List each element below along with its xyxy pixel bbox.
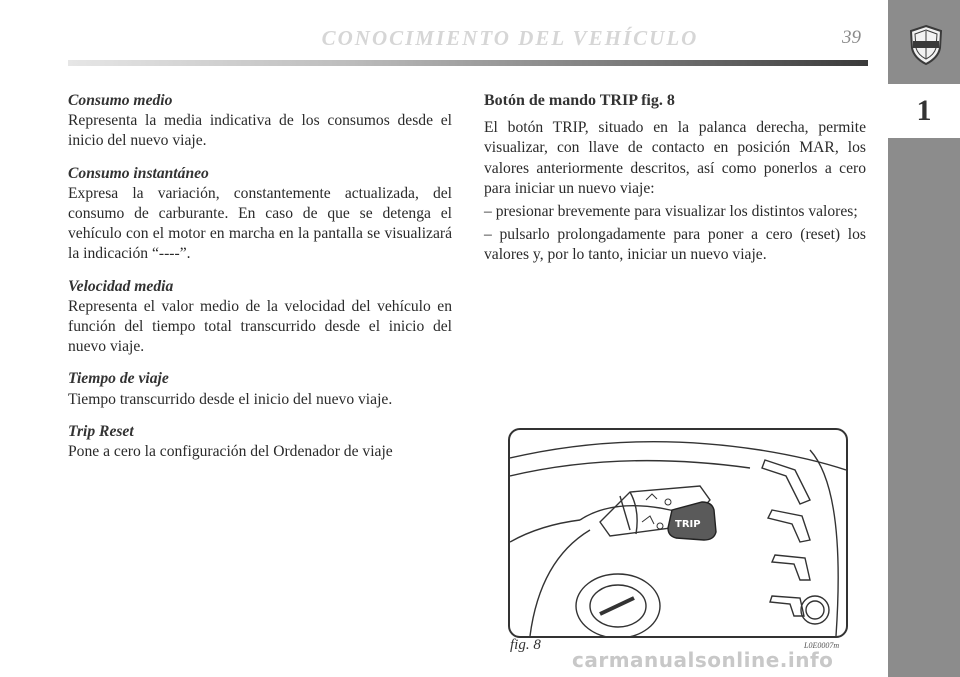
- lancia-logo-icon: [908, 24, 944, 66]
- section-body: Representa el valor medio de la velocidad del vehículo en función del tiempo total transcurrido desde el inicio del nuevo viaje.: [68, 297, 452, 356]
- paragraph: – pulsarlo prolongadamente para poner a cero (reset) los valores y, por lo tanto, iniciar un nuevo viaje.: [484, 226, 866, 264]
- section-heading: Trip Reset: [68, 422, 134, 440]
- chapter-title: CONOCIMIENTO DEL VEHÍCULO: [321, 26, 699, 50]
- chapter-sidebar: [888, 0, 960, 677]
- section-heading: Consumo medio: [68, 92, 173, 109]
- trip-button-heading: Botón de mando TRIP fig. 8: [484, 92, 675, 109]
- right-column: [484, 91, 866, 269]
- paragraph: – presionar brevemente para visualizar los distintos valores;: [484, 203, 858, 221]
- section-body: Tiempo transcurrido desde el inicio del nuevo viaje.: [68, 390, 393, 408]
- steering-column-drawing: [510, 430, 846, 636]
- chapter-number: 1: [916, 94, 932, 127]
- section-heading: Consumo instantáneo: [68, 164, 209, 182]
- trip-button-label: TRIP: [675, 519, 701, 530]
- trip-lever-illustration: [508, 428, 848, 638]
- header-rule: [68, 60, 868, 66]
- figure-code: L0E0007m: [804, 641, 840, 650]
- paragraph: El botón TRIP, situado en la palanca derecha, permite visualizar, con llave de contacto en posición MAR, los valores anteriormente descritos, así como ponerlos a cero para iniciar un nuevo viaje:: [484, 119, 866, 197]
- section-body: Representa la media indicativa de los consumos desde el inicio del nuevo viaje.: [68, 112, 452, 150]
- section-heading: Velocidad media: [68, 277, 174, 295]
- section-heading: Tiempo de viaje: [68, 370, 169, 388]
- left-column: [68, 91, 452, 474]
- watermark: carmanualsonline.info: [572, 648, 834, 672]
- figure-caption: fig. 8: [510, 637, 541, 653]
- section-body: Pone a cero la configuración del Ordenador de viaje: [68, 443, 393, 461]
- page-number: 39: [842, 27, 861, 48]
- section-body: Expresa la variación, constantemente actualizada, del consumo de carburante. En caso de que se detenga el vehículo con el motor en marcha en la pantalla se visualizará la indicación “----”.: [68, 184, 452, 263]
